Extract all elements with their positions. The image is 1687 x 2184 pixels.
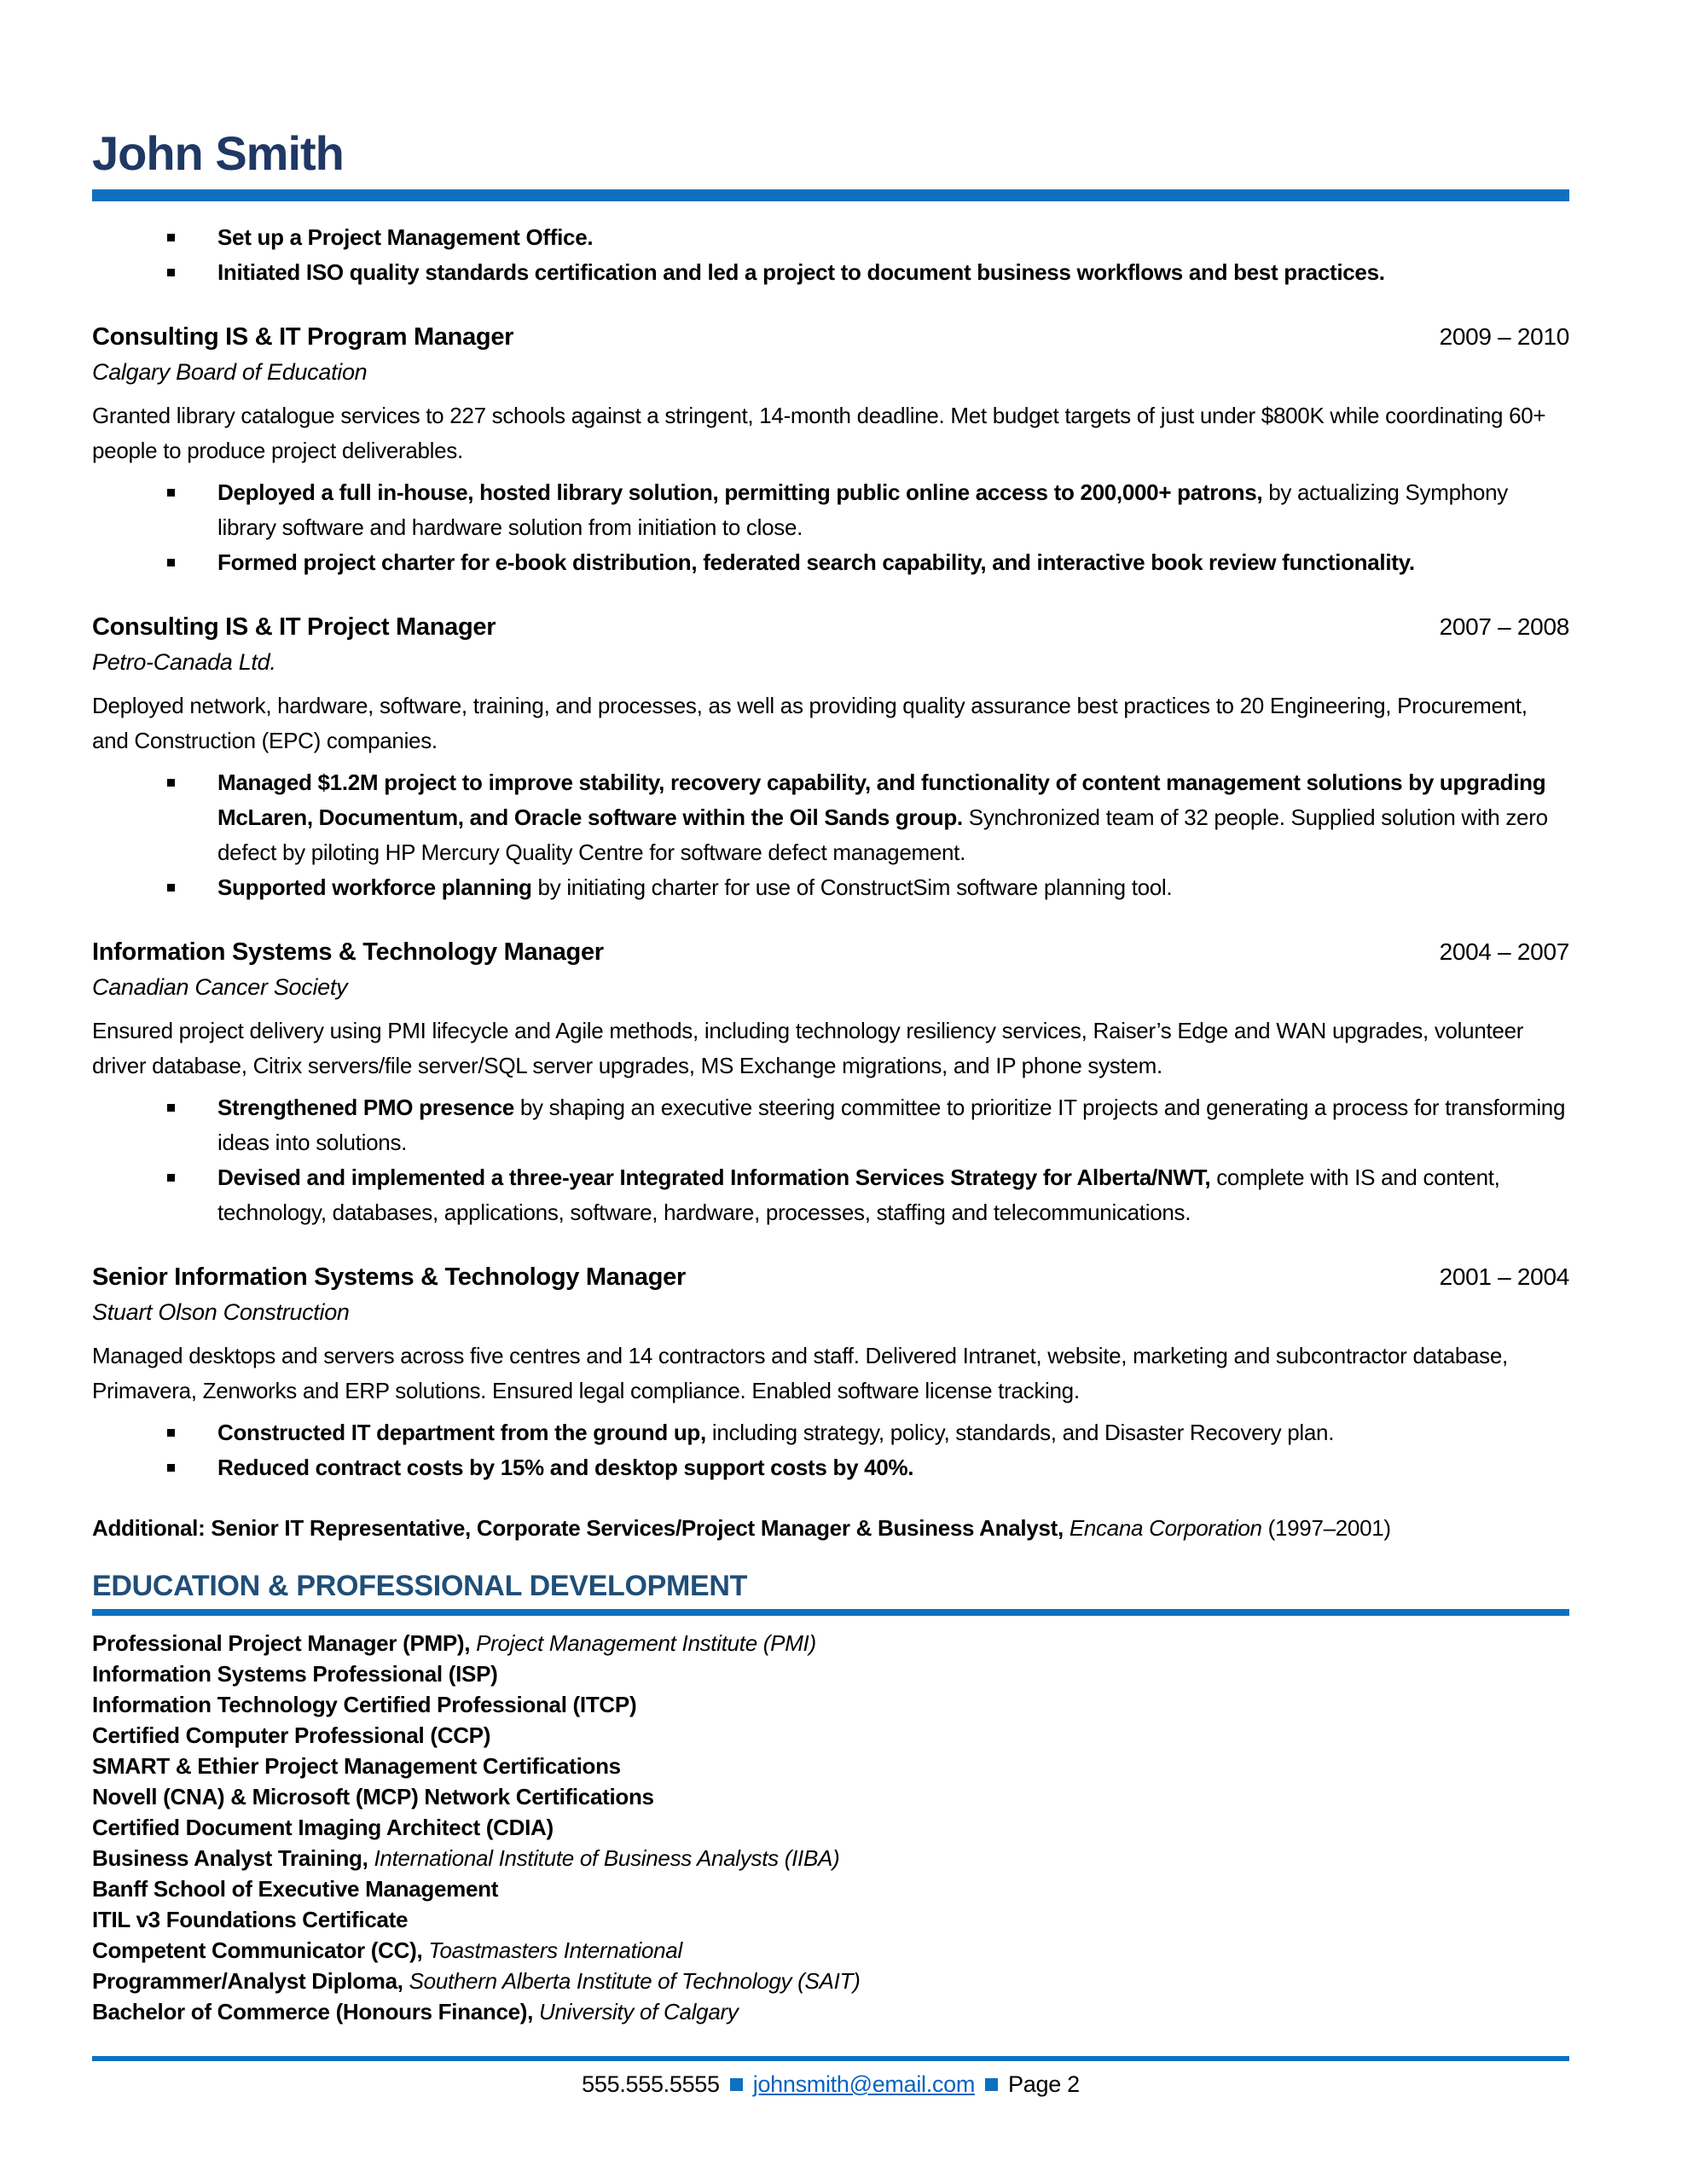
list-item: [92, 475, 1569, 545]
footer-phone: 555.555.5555: [582, 2071, 720, 2097]
bullet-bold-text: Formed project charter for e-book distribution, federated search capability, and interactive book review functionality.: [217, 549, 1415, 575]
job-heading-row: [92, 609, 1569, 645]
footer-contact-line: [92, 2070, 1569, 2099]
list-item: [92, 870, 1569, 905]
additional-roles-line: [92, 1511, 1569, 1546]
additional-bold-text: Additional: Senior IT Representative, Corporate Services/Project Manager & Business Analyst,: [92, 1515, 1064, 1541]
bullet-bold-text: Managed $1.2M project to improve stability, recovery capability, and functionality of content management solutions by upgrading McLaren, Documentum, and Oracle software within the Oil Sands group.: [217, 770, 1546, 830]
education-credential: Competent Communicator (CC),: [92, 1937, 423, 1963]
education-credential: Information Technology Certified Professional (ITCP): [92, 1692, 637, 1717]
education-item: [92, 1751, 1569, 1781]
education-item: [92, 1720, 1569, 1751]
list-item: [92, 1160, 1569, 1230]
education-credential: Information Systems Professional (ISP): [92, 1661, 498, 1687]
education-item: [92, 1689, 1569, 1720]
job-summary: Granted library catalogue services to 227 schools against a stringent, 14-month deadline. Met budget targets of just under $800K while coordinating 60+ people to produce project deliverables.: [92, 403, 1546, 463]
list-item: [92, 255, 1569, 290]
education-item: [92, 1812, 1569, 1843]
list-item: [92, 765, 1569, 870]
job-title: Senior Information Systems & Technology Manager: [92, 1263, 686, 1291]
job-summary: Ensured project delivery using PMI lifecycle and Agile methods, including technology resiliency services, Raiser’s Edge and WAN upgrades, volunteer driver database, Citrix servers/file server/SQL server upgrades, MS Exchange migrations, and IP phone system.: [92, 1018, 1524, 1078]
job-company: Calgary Board of Education: [92, 359, 368, 385]
education-institution: Southern Alberta Institute of Technology (SAIT): [403, 1968, 861, 1994]
education-institution: International Institute of Business Analysts (IIBA): [368, 1845, 840, 1871]
additional-dates: (1997–2001): [1261, 1515, 1391, 1541]
job-title: Information Systems & Technology Manager: [92, 938, 604, 966]
education-item: [92, 1935, 1569, 1966]
job-company: Stuart Olson Construction: [92, 1299, 350, 1325]
bullet-bold-text: Reduced contract costs by 15% and desktop support costs by 40%.: [217, 1455, 914, 1480]
bullet-bold-text: Supported workforce planning: [217, 874, 532, 900]
education-credential: Business Analyst Training,: [92, 1845, 368, 1871]
bullet-normal-text: by initiating charter for use of ConstructSim software planning tool.: [531, 874, 1173, 900]
additional-company-italic: Encana Corporation: [1063, 1515, 1262, 1541]
education-section: [92, 1566, 1569, 2027]
education-item: [92, 1658, 1569, 1689]
job-section-senior-ist-manager-stuart-olson: [92, 1259, 1569, 1485]
education-item: [92, 1966, 1569, 1996]
education-item: [92, 1843, 1569, 1873]
job-dates: 2001 – 2004: [1439, 1263, 1569, 1290]
bullet-normal-text: Synchronized team of 32 people. Supplied solution with zero defect by piloting HP Mercury Quality Centre for software defect management.: [217, 804, 1548, 865]
job-dates: 2004 – 2007: [1439, 938, 1569, 965]
education-list: [92, 1628, 1569, 2027]
bullet-bold-text: Strengthened PMO presence: [217, 1095, 514, 1120]
education-credential: Banff School of Executive Management: [92, 1876, 499, 1902]
bullet-text: Set up a Project Management Office.: [217, 224, 594, 250]
separator-square-icon: [730, 2078, 743, 2091]
footer-page-number: Page 2: [1008, 2071, 1080, 2097]
intro-bullet-list: [92, 220, 1569, 290]
section-heading-education: EDUCATION & PROFESSIONAL DEVELOPMENT: [92, 1570, 748, 1602]
page-title: John Smith: [92, 126, 344, 180]
education-institution: Project Management Institute (PMI): [470, 1630, 816, 1656]
job-company: Petro-Canada Ltd.: [92, 649, 276, 675]
job-title: Consulting IS & IT Project Manager: [92, 613, 496, 641]
education-credential: Bachelor of Commerce (Honours Finance),: [92, 1999, 534, 2024]
education-credential: ITIL v3 Foundations Certificate: [92, 1907, 409, 1932]
job-summary: Managed desktops and servers across five centres and 14 contractors and staff. Delivered Intranet, website, marketing and subcontractor database, Primavera, Zenworks and ERP solutions. Ensured legal compliance. Enabled software license tracking.: [92, 1343, 1508, 1403]
job-heading-row: [92, 1259, 1569, 1295]
footer-email-link[interactable]: johnsmith@email.com: [752, 2071, 976, 2097]
title-rule: [92, 189, 1569, 201]
job-heading-row: [92, 319, 1569, 355]
job-bullet-list: [92, 475, 1569, 580]
education-institution: Toastmasters International: [422, 1937, 682, 1963]
list-item: [92, 1090, 1569, 1160]
job-bullet-list: [92, 1090, 1569, 1230]
job-section-project-manager-petro-canada: [92, 609, 1569, 905]
job-heading-row: [92, 934, 1569, 970]
bullet-text: Initiated ISO quality standards certification and led a project to document business workflows and best practices.: [217, 259, 1385, 285]
bullet-normal-text: by actualizing Symphony library software and hardware solution from initiation to close.: [217, 479, 1508, 540]
separator-square-icon: [985, 2078, 998, 2091]
education-credential: Certified Computer Professional (CCP): [92, 1722, 491, 1748]
education-item: [92, 1781, 1569, 1812]
list-item: [92, 1415, 1569, 1450]
job-company: Canadian Cancer Society: [92, 974, 348, 1000]
list-item: [92, 1450, 1569, 1485]
education-item: [92, 1628, 1569, 1658]
page-footer: [92, 2056, 1569, 2099]
job-summary: Deployed network, hardware, software, training, and processes, as well as providing quality assurance best practices to 20 Engineering, Procurement, and Construction (EPC) companies.: [92, 693, 1528, 753]
education-rule: [92, 1609, 1569, 1616]
education-credential: Programmer/Analyst Diploma,: [92, 1968, 403, 1994]
job-bullet-list: [92, 765, 1569, 905]
bullet-normal-text: including strategy, policy, standards, and Disaster Recovery plan.: [705, 1420, 1335, 1445]
education-credential: Professional Project Manager (PMP),: [92, 1630, 471, 1656]
job-title: Consulting IS & IT Program Manager: [92, 323, 514, 351]
job-dates: 2009 – 2010: [1439, 323, 1569, 350]
job-section-ist-manager-ccs: [92, 934, 1569, 1230]
job-section-program-manager-cbe: [92, 319, 1569, 580]
job-bullet-list: [92, 1415, 1569, 1485]
bullet-bold-text: Constructed IT department from the ground up,: [217, 1420, 706, 1445]
bullet-bold-text: Deployed a full in-house, hosted library solution, permitting public online access to 200,000+ patrons,: [217, 479, 1263, 505]
education-item: [92, 1904, 1569, 1935]
page-header: [92, 128, 1569, 201]
education-item: [92, 1873, 1569, 1904]
education-credential: SMART & Ethier Project Management Certifications: [92, 1753, 621, 1779]
footer-rule: [92, 2056, 1569, 2061]
bullet-bold-text: Devised and implemented a three-year Integrated Information Services Strategy for Alberta/NWT,: [217, 1165, 1211, 1190]
education-item: [92, 1996, 1569, 2027]
job-dates: 2007 – 2008: [1439, 613, 1569, 640]
education-credential: Certified Document Imaging Architect (CDIA): [92, 1815, 554, 1840]
bullet-normal-text: by shaping an executive steering committee to prioritize IT projects and generating a process for transforming ideas into solutions.: [217, 1095, 1566, 1155]
education-institution: University of Calgary: [533, 1999, 739, 2024]
list-item: [92, 220, 1569, 255]
list-item: [92, 545, 1569, 580]
bullet-normal-text: complete with IS and content, technology, databases, applications, software, hardware, processes, staffing and telecommunications.: [217, 1165, 1500, 1225]
education-credential: Novell (CNA) & Microsoft (MCP) Network Certifications: [92, 1784, 654, 1809]
